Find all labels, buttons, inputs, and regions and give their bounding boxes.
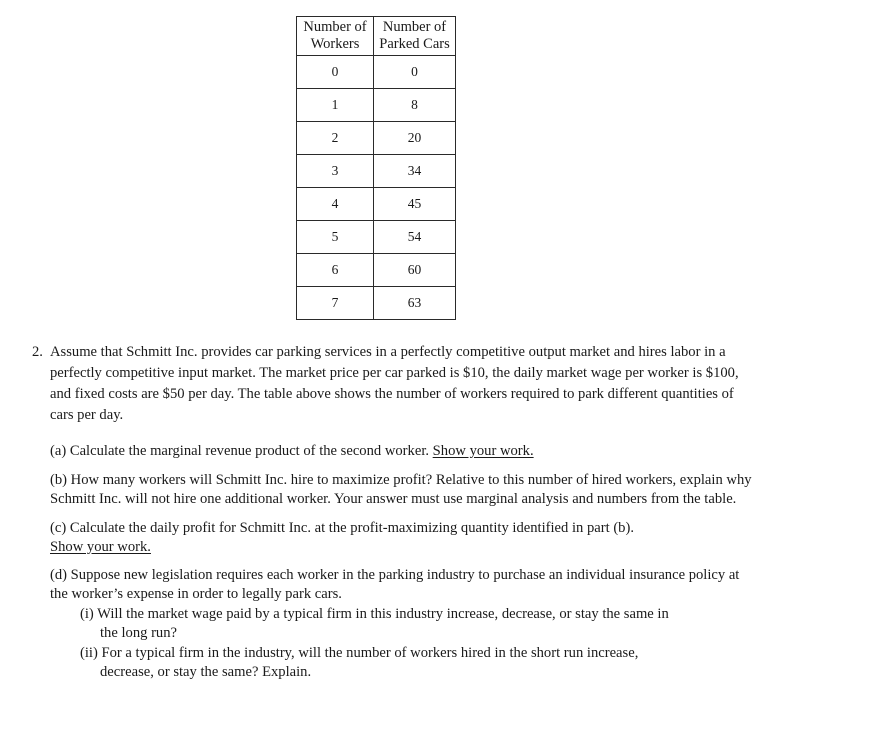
workers-cars-table	[296, 16, 456, 320]
table-row	[297, 188, 456, 221]
header-parked-cars	[374, 17, 456, 56]
cars-cell: 60	[374, 254, 456, 287]
part-c	[32, 519, 752, 556]
question-2	[32, 342, 752, 681]
workers-cell: 6	[297, 254, 374, 287]
cars-cell: 45	[374, 188, 456, 221]
part-b	[32, 471, 752, 508]
workers-cell: 4	[297, 188, 374, 221]
workers-cell: 1	[297, 89, 374, 122]
sub-i-line2: the long run?	[100, 624, 178, 641]
workers-cell: 2	[297, 122, 374, 155]
part-a-text: (a) Calculate the marginal revenue product of the second worker.	[50, 443, 433, 459]
workers-cell: 3	[297, 155, 374, 188]
sub-ii-line2: decrease, or stay the same? Explain.	[100, 663, 312, 680]
question-stem-text: Assume that Schmitt Inc. provides car parking services in a perfectly competitive output market and hires labor in a perfectly competitive input market. The market price per car parked is $10, the daily market wage per worker is $100, and fixed costs are $50 per day. The table above shows the number of workers required to park different quantities of cars per day.	[50, 344, 739, 423]
table-row	[297, 287, 456, 320]
header-workers	[297, 17, 374, 56]
header-cars-line2: Parked Cars	[379, 36, 450, 52]
cars-cell: 0	[374, 56, 456, 89]
cars-cell: 54	[374, 221, 456, 254]
sub-i-line1: (i) Will the market wage paid by a typical firm in this industry increase, decrease, or stay the same in	[80, 606, 669, 622]
part-b-text: (b) How many workers will Schmitt Inc. hire to maximize profit? Relative to this number of hired workers, explain why Schmitt Inc. will not hire one additional worker. Your answer must use marginal analysis and numbers from the table.	[50, 472, 752, 507]
table-row	[297, 56, 456, 89]
workers-cell: 5	[297, 221, 374, 254]
cars-cell: 20	[374, 122, 456, 155]
table-row	[297, 155, 456, 188]
part-c-text: (c) Calculate the daily profit for Schmitt Inc. at the profit-maximizing quantity identified in part (b).	[50, 520, 634, 536]
header-workers-line1: Number of	[303, 19, 367, 35]
table-row	[297, 89, 456, 122]
cars-cell: 8	[374, 89, 456, 122]
part-a	[32, 441, 752, 462]
question-number: 2.	[32, 344, 43, 360]
part-a-show-work: Show your work.	[432, 443, 534, 459]
part-d-sub-i	[80, 605, 752, 642]
cars-cell: 34	[374, 155, 456, 188]
sub-ii-line1: (ii) For a typical firm in the industry, will the number of workers hired in the short run increase,	[80, 645, 639, 661]
workers-cell: 7	[297, 287, 374, 320]
part-d	[32, 566, 752, 603]
workers-cell: 0	[297, 56, 374, 89]
table-row	[297, 254, 456, 287]
part-c-show-work: Show your work.	[50, 538, 151, 555]
table-row	[297, 221, 456, 254]
cars-cell: 63	[374, 287, 456, 320]
part-d-sub-ii	[80, 644, 752, 681]
header-workers-line2: Workers	[310, 36, 360, 52]
part-d-text: (d) Suppose new legislation requires each worker in the parking industry to purchase an individual insurance policy at the worker’s expense in order to legally park cars.	[50, 567, 740, 602]
header-cars-line1: Number of	[382, 19, 447, 35]
table-header-row	[297, 17, 456, 56]
table-row	[297, 122, 456, 155]
question-stem	[32, 342, 752, 426]
